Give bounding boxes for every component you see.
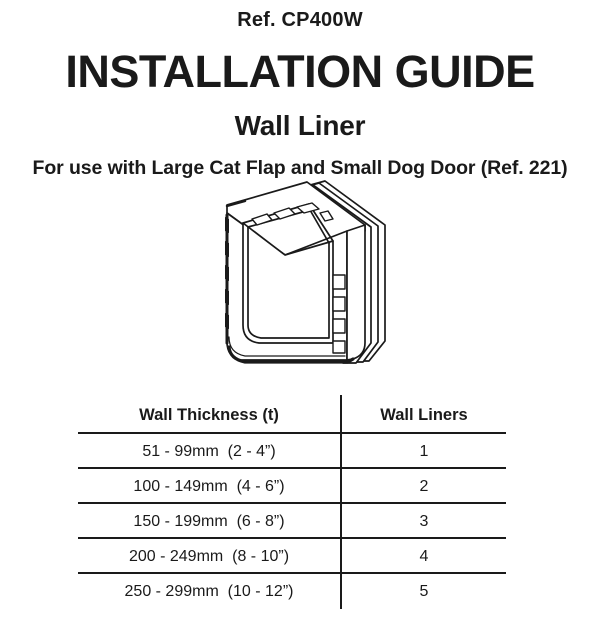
table-rule bbox=[78, 502, 506, 504]
table-cell-thickness: 250 - 299mm (10 - 12”) bbox=[124, 583, 294, 600]
table-cell-thickness: 200 - 249mm (8 - 10”) bbox=[128, 548, 290, 565]
table-cell-thickness: 100 - 149mm (4 - 6”) bbox=[133, 478, 285, 495]
wall-liner-quantity-table bbox=[78, 392, 506, 612]
table-rule bbox=[78, 537, 506, 539]
wall-liner-illustration bbox=[215, 175, 395, 375]
table-header-wall-liners: Wall Liners bbox=[380, 406, 468, 424]
table-cell-liners: 3 bbox=[419, 513, 429, 530]
product-reference: Ref. CP400W bbox=[237, 9, 363, 31]
wall-liner-drawing-icon bbox=[215, 175, 395, 375]
table-rule bbox=[78, 467, 506, 469]
table-cell-liners: 4 bbox=[419, 548, 429, 565]
table-cell-liners: 1 bbox=[419, 443, 429, 460]
table-rule bbox=[78, 432, 506, 434]
table-cell-thickness: 150 - 199mm (6 - 8”) bbox=[133, 513, 285, 530]
compatibility-note: For use with Large Cat Flap and Small Dog Door (Ref. 221) bbox=[32, 157, 568, 179]
document-header bbox=[0, 0, 600, 179]
page-title: INSTALLATION GUIDE bbox=[65, 46, 535, 97]
table-cell-liners: 5 bbox=[419, 583, 429, 600]
table-cell-liners: 2 bbox=[419, 478, 429, 495]
table-header-wall-thickness: Wall Thickness (t) bbox=[139, 406, 279, 424]
table-rule bbox=[78, 572, 506, 574]
page-subtitle: Wall Liner bbox=[234, 110, 366, 141]
table-cell-thickness: 51 - 99mm (2 - 4”) bbox=[142, 443, 276, 460]
